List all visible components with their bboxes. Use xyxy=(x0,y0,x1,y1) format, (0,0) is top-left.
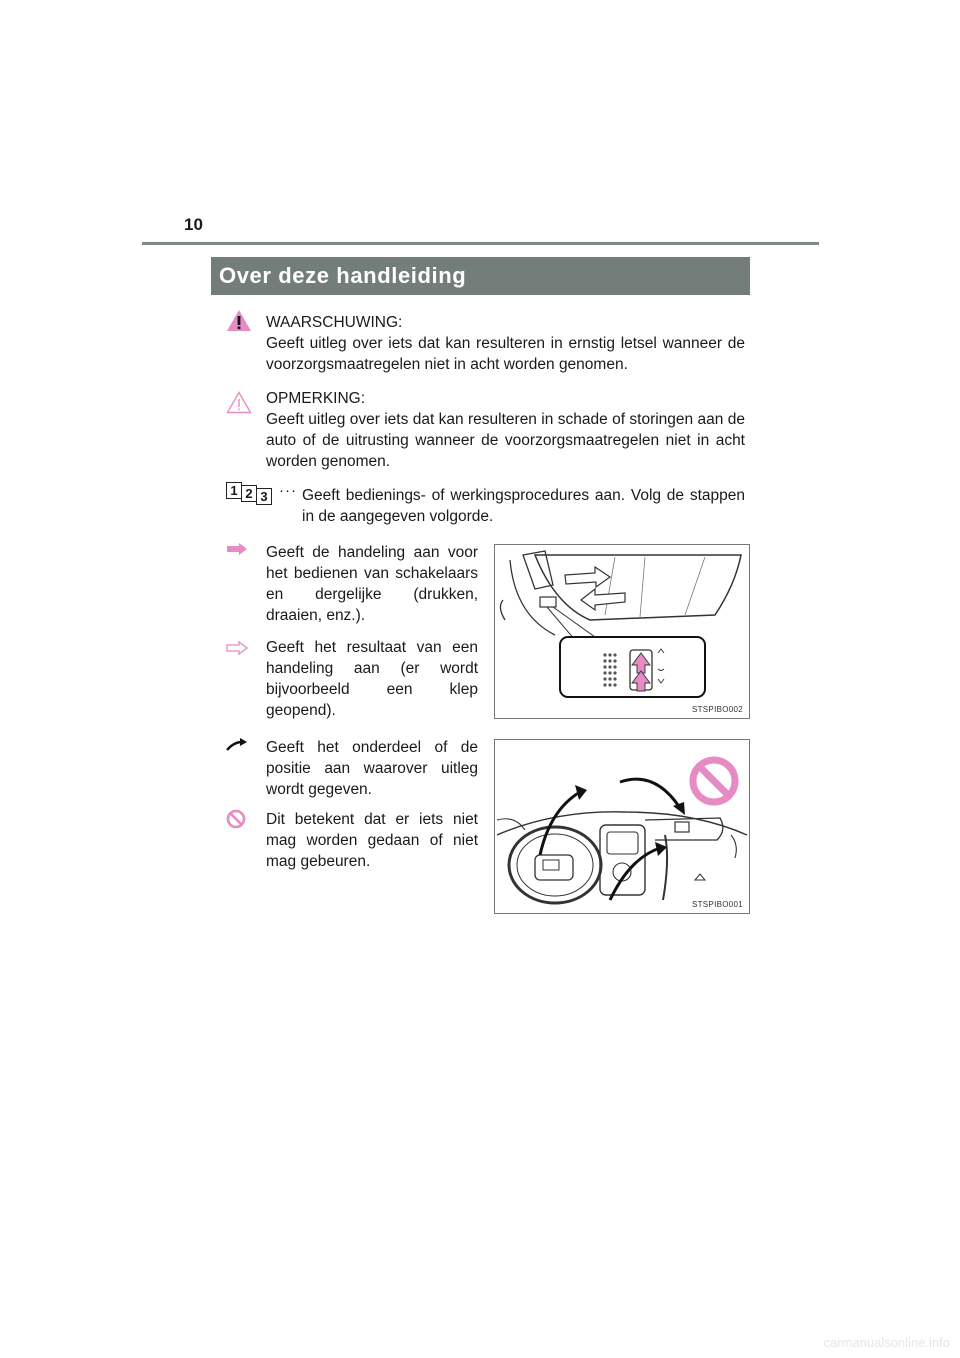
notice-text: Geeft uitleg over iets dat kan resulteren in schade of storingen aan de auto of de uitrusting wanneer de voorzorgsmaatregelen niet in acht worden genomen. xyxy=(266,411,745,470)
step-badge-3: 3 xyxy=(256,488,272,505)
action-text: Geeft de handeling aan voor het bedienen van schakelaars en dergelijke (drukken, draaien, enz.). xyxy=(266,544,478,624)
dashboard-illustration xyxy=(495,740,749,913)
prohibited-text: Dit betekent dat er iets niet mag worden gedaan of niet mag gebeuren. xyxy=(266,811,478,870)
result-text: Geeft het resultaat van een handeling aan (er wordt bijvoorbeeld een klep geopend). xyxy=(266,639,478,719)
section-title: Over deze handleiding xyxy=(211,257,750,295)
dashboard-figure xyxy=(494,739,750,914)
footer-watermark: carmanualsonline.info xyxy=(823,1335,950,1350)
header-rule xyxy=(142,242,819,245)
warning-label: WAARSCHUWING: xyxy=(266,314,403,331)
window-switch-illustration xyxy=(495,545,749,718)
warning-text: Geeft uitleg over iets dat kan resulteren in ernstig letsel wanneer de voorzorgsmaatregelen niet in acht worden genomen. xyxy=(266,335,745,373)
result-arrow-icon xyxy=(226,641,248,655)
step-number-icons xyxy=(226,482,276,508)
notice-label: OPMERKING: xyxy=(266,390,366,407)
figure-code-bottom: STSPIBO001 xyxy=(691,900,743,909)
window-switch-figure xyxy=(494,544,750,719)
caution-outline-icon xyxy=(226,391,252,414)
steps-text: Geeft bedienings- of werkingsprocedures aan. Volg de stappen in de aangegeven volgorde. xyxy=(302,487,745,525)
figure-code-top: STSPIBO002 xyxy=(691,705,743,714)
steps-dots: ··· xyxy=(279,482,297,499)
step-badge-2: 2 xyxy=(241,485,257,502)
pointer-arrow-icon xyxy=(226,738,248,752)
action-arrow-icon xyxy=(226,542,248,556)
warning-icon xyxy=(226,309,252,332)
component-text: Geeft het onderdeel of de positie aan waarover uitleg wordt gegeven. xyxy=(266,739,478,798)
step-badge-1: 1 xyxy=(226,482,242,499)
prohibited-icon xyxy=(226,809,246,829)
page-number: 10 xyxy=(184,215,203,234)
